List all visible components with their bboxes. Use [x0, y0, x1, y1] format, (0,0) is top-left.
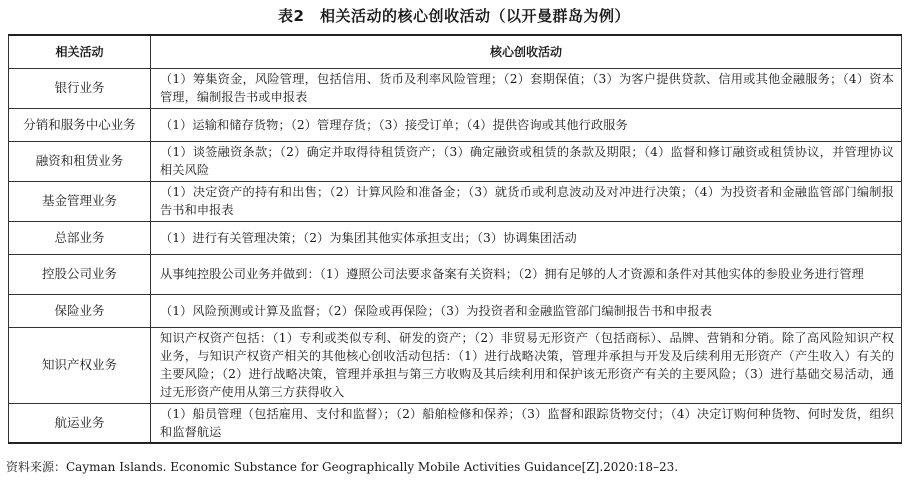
table-row [9, 327, 902, 403]
core-activity-cell: （1）风险预测或计算及监督；（2）保险或再保险；（3）为投资者和金融监管部门编制报告书和申报表 [151, 294, 902, 327]
core-activity-cell: （1）筹集资金，风险管理，包括信用、货币及利率风险管理；（2）套期保值；（3）为客户提供贷款、信用或其他金融服务；（4）资本管理，编制报告书或申报表 [151, 68, 902, 108]
activity-cell: 基金管理业务 [9, 181, 151, 221]
core-activity-cell: （1）谈签融资条款；（2）确定并取得待租赁资产；（3）确定融资或租赁的条款及期限；（4）监督和修订融资或租赁协议，并管理协议相关风险 [151, 141, 902, 181]
table-header-row [9, 35, 902, 68]
table-row [9, 181, 902, 221]
source-note: 资料来源：Cayman Islands. Economic Substance for Geographically Mobile Activities Guidance[Z].2020:18–23. [6, 460, 679, 474]
table-row [9, 294, 902, 327]
column-header-core: 核心创收活动 [151, 35, 902, 68]
table-row [9, 68, 902, 108]
activity-cell: 保险业务 [9, 294, 151, 327]
core-activity-cell: 从事纯控股公司业务并做到：（1）遵照公司法要求备案有关资料；（2）拥有足够的人才资源和条件对其他实体的参股业务进行管理 [151, 254, 902, 294]
table-row [9, 108, 902, 141]
activity-cell: 控股公司业务 [9, 254, 151, 294]
table-row [9, 221, 902, 254]
activity-cell: 分销和服务中心业务 [9, 108, 151, 141]
activity-cell: 航运业务 [9, 403, 151, 443]
core-activity-cell: 知识产权资产包括：（1）专利或类似专利、研发的资产；（2）非贸易无形资产（包括商标）、品牌、营销和分销。除了高风险知识产权业务，与知识产权资产相关的其他核心创收活动包括：（1）进行战略决策，管理并承担与开发及后续利用无形资产（产生收入）有关的主要风险；（2）进行战略决策，管理并承担与第三方收购及其后续利用和保护该无形资产有关的主要风险；（3）进行基础交易活动，通过无形资产使用从第三方获得收入 [151, 327, 902, 403]
core-activity-cell: （1）决定资产的持有和出售；（2）计算风险和准备金；（3）就货币或利息波动及对冲进行决策；（4）为投资者和金融监管部门编制报告书和申报表 [151, 181, 902, 221]
table-row [9, 254, 902, 294]
table-row [9, 403, 902, 443]
activity-cell: 银行业务 [9, 68, 151, 108]
table-title: 表2 相关活动的核心创收活动（以开曼群岛为例） [278, 7, 630, 25]
activity-cell: 融资和租赁业务 [9, 141, 151, 181]
core-activity-cell: （1）船员管理（包括雇用、支付和监督）；（2）船舶检修和保养；（3）监督和跟踪货物交付；（4）决定订购何种货物、何时发货，组织和监督航运 [151, 403, 902, 443]
activity-cell: 总部业务 [9, 221, 151, 254]
column-header-activity: 相关活动 [9, 35, 151, 68]
activity-cell: 知识产权业务 [9, 327, 151, 403]
table-row [9, 141, 902, 181]
activities-table [8, 34, 902, 444]
core-activity-cell: （1）运输和储存货物；（2）管理存货；（3）接受订单；（4）提供咨询或其他行政服务 [151, 108, 902, 141]
core-activity-cell: （1）进行有关管理决策；（2）为集团其他实体承担支出；（3）协调集团活动 [151, 221, 902, 254]
